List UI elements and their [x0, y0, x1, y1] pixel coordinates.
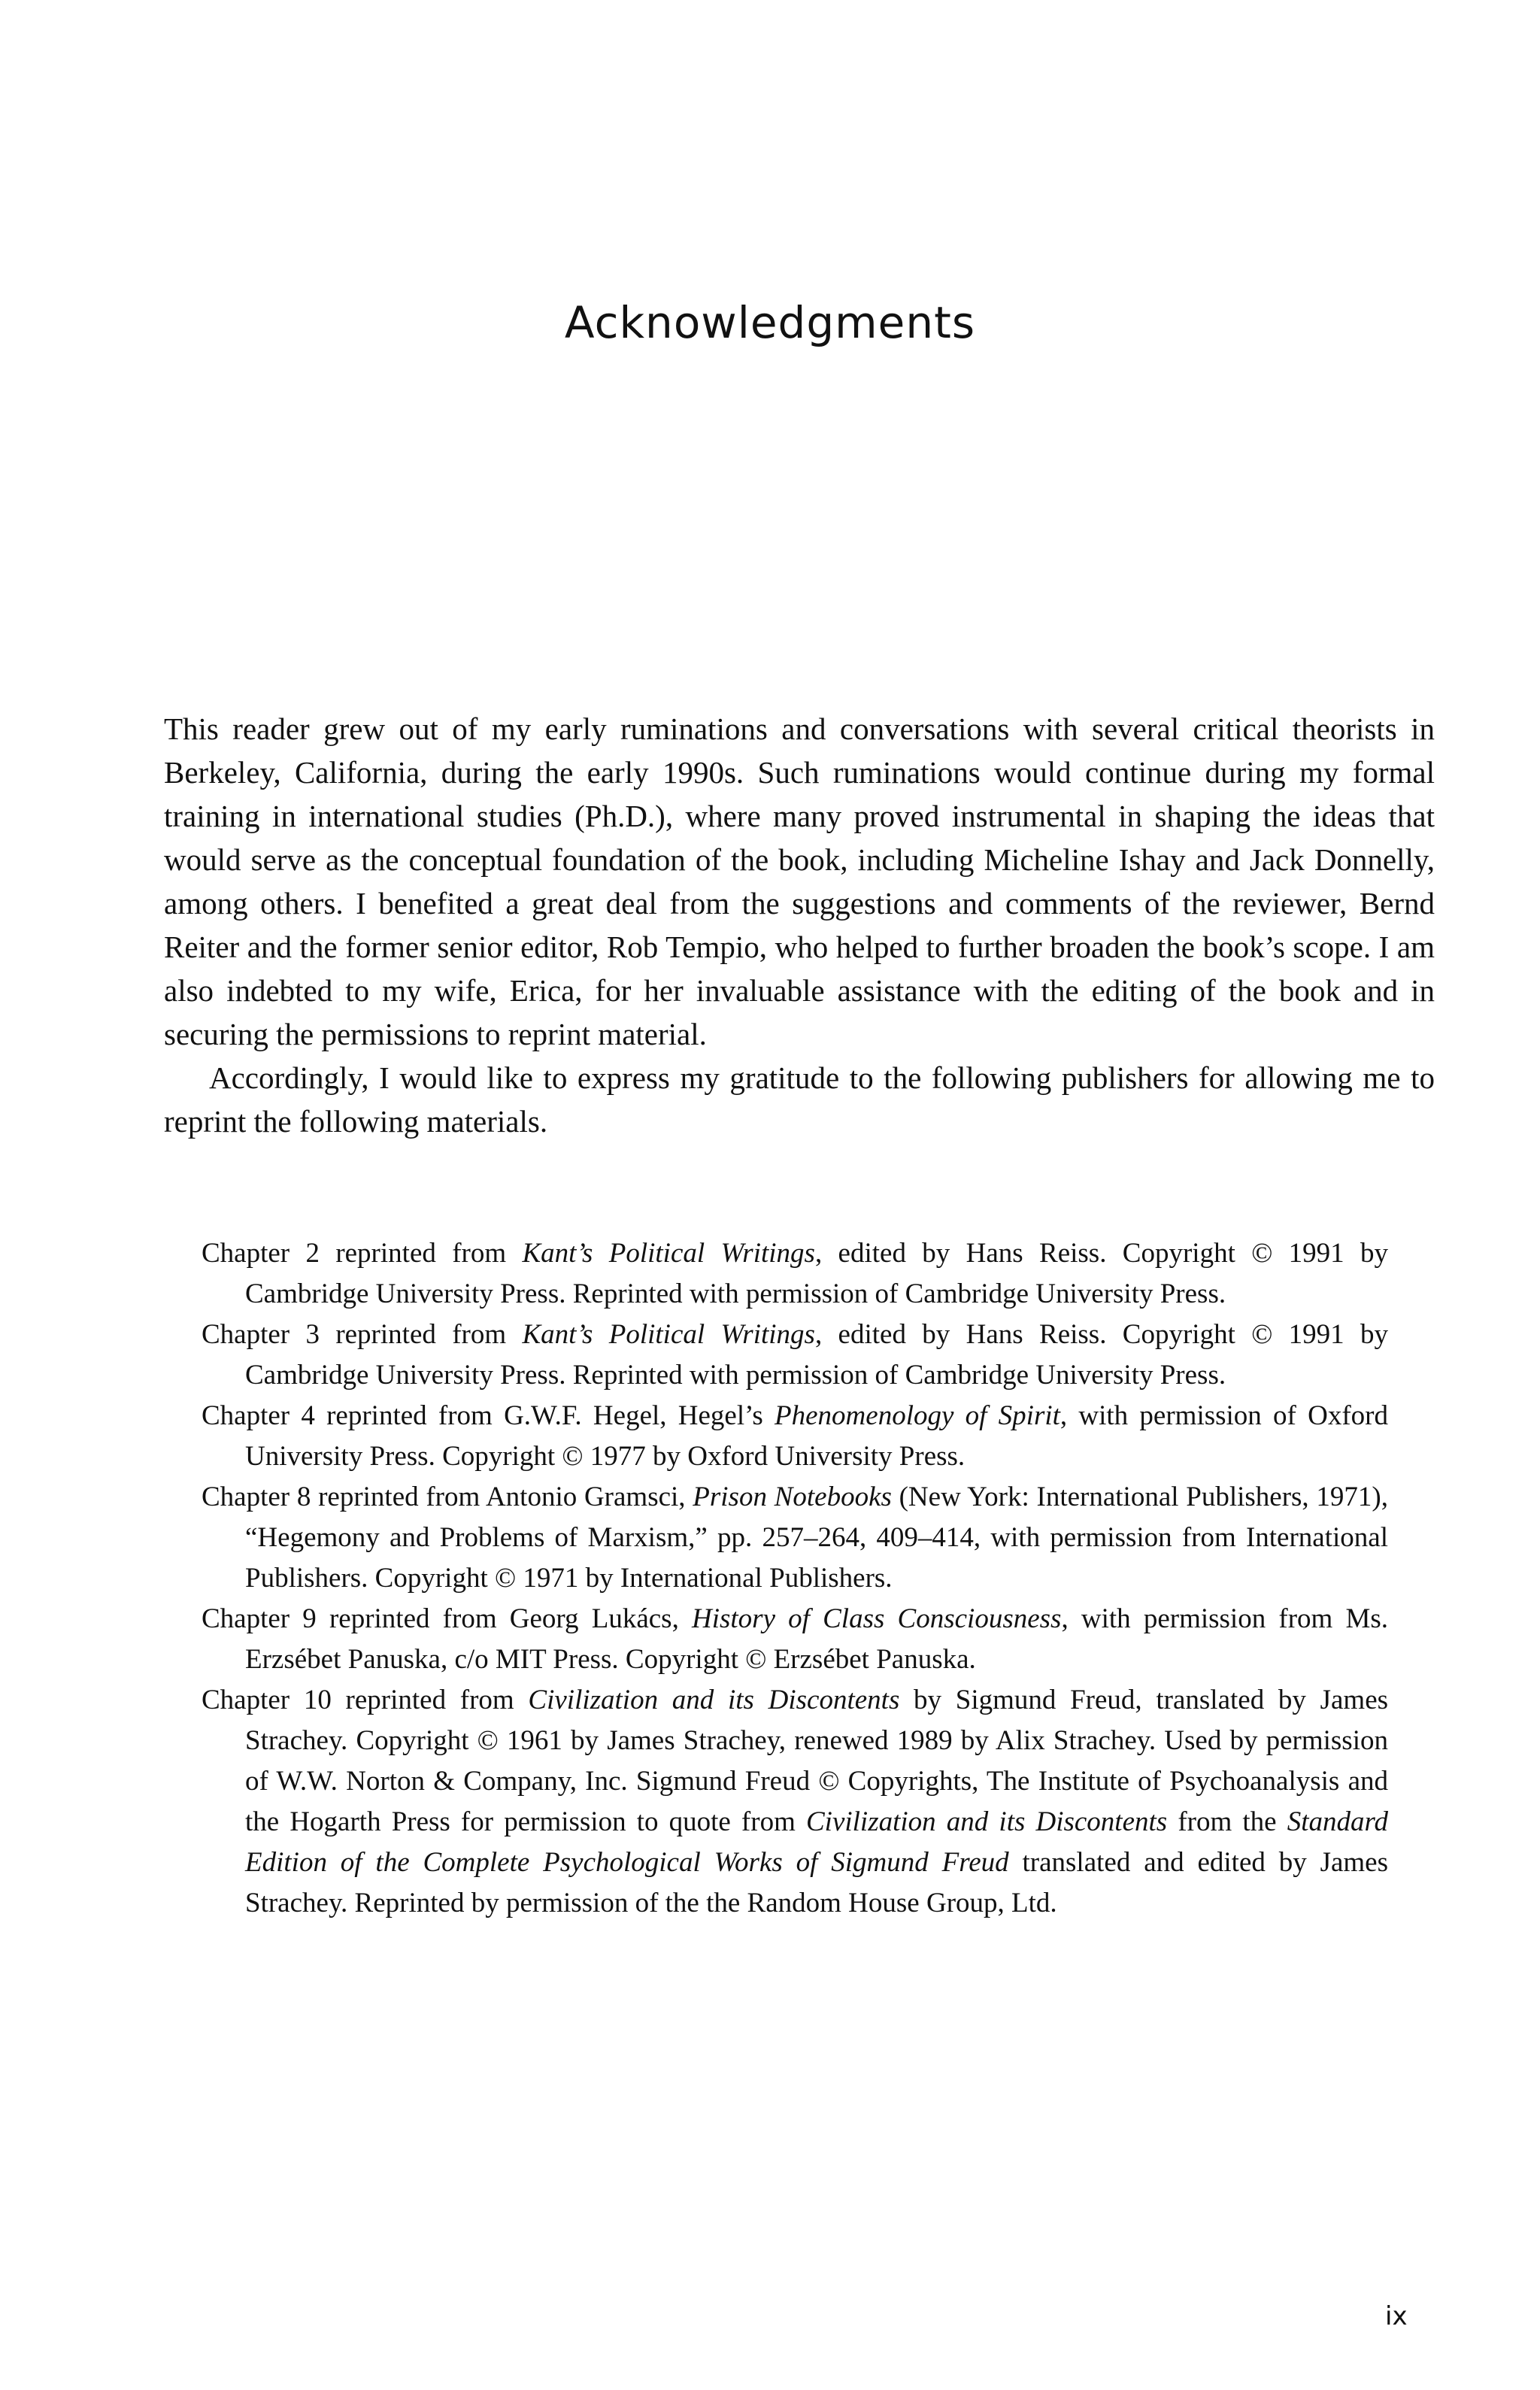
credit-chapter-8: [202, 1477, 1388, 1599]
work-title: Kant’s Political Writings: [522, 1238, 815, 1269]
permissions-list: [202, 1233, 1388, 1924]
paragraph-gratitude: Accordingly, I would like to express my gratitude to the following publishers for allowing me to reprint the following materials.: [164, 1060, 1435, 1139]
work-title: Civilization and its Discontents: [528, 1685, 900, 1715]
credit-chapter-4: [202, 1396, 1388, 1477]
work-title: Prison Notebooks: [693, 1482, 892, 1512]
credit-text: , with permission from Ms. Erzsébet Panuska, c/o MIT Press. Copyright © Erzsébet Panuska.: [245, 1603, 1389, 1675]
credit-text: Chapter 2 reprinted from: [202, 1238, 523, 1269]
work-title: History of Class Consciousness: [692, 1603, 1062, 1634]
work-title: Phenomenology of Spirit: [775, 1400, 1060, 1431]
credit-text: (New York: International Publishers, 1971), “Hegemony and Problems of Marxism,” pp. 257–264, 409–414, with permission from International Publishers. Copyright © 1971 by International Publishers.: [245, 1482, 1388, 1594]
work-title: Kant’s Political Writings: [522, 1319, 815, 1350]
credit-text: Chapter 10 reprinted from: [202, 1685, 529, 1715]
credit-text: , edited by Hans Reiss. Copyright © 1991 by Cambridge University Press. Reprinted with permission of Cambridge University Press.: [245, 1319, 1389, 1391]
credit-text: by Sigmund Freud, translated by James Strachey. Copyright © 1961 by James Strachey, renewed 1989 by Alix Strachey. Used by permission of W.W. Norton & Company, Inc. Sigmund Freud © Copyrights, The Institute of Psychoanalysis and the Hogarth Press for permission to quote from: [245, 1685, 1389, 1837]
page-title: Acknowledgments: [564, 297, 976, 348]
page-number: ix: [1385, 2301, 1408, 2331]
acknowledgments-body: [164, 707, 1435, 1143]
credit-text: Chapter 3 reprinted from: [202, 1319, 523, 1350]
credit-text: Chapter 8 reprinted from Antonio Gramsci,: [202, 1482, 693, 1512]
credit-text: , edited by Hans Reiss. Copyright © 1991 by Cambridge University Press. Reprinted with permission of Cambridge University Press.: [245, 1238, 1389, 1309]
credit-chapter-3: [202, 1315, 1388, 1396]
credit-text: translated and edited by James Strachey. Reprinted by permission of the the Random House Group, Ltd.: [245, 1847, 1389, 1918]
credit-text: Chapter 4 reprinted from G.W.F. Hegel, Hegel’s: [202, 1400, 775, 1431]
work-title: Standard Edition of the Complete Psychological Works of Sigmund Freud: [245, 1806, 1389, 1878]
credit-text: from the: [1167, 1806, 1287, 1837]
work-title: Civilization and its Discontents: [805, 1806, 1168, 1837]
paragraph-intro: This reader grew out of my early ruminations and conversations with several critical theorists in Berkeley, California, during the early 1990s. Such ruminations would continue during my formal training in international studies (Ph.D.), where many proved instrumental in shaping the ideas that would serve as the conceptual foundation of the book, including Micheline Ishay and Jack Donnelly, among others. I benefited a great deal from the suggestions and comments of the reviewer, Bernd Reiter and the former senior editor, Rob Tempio, who helped to further broaden the book’s scope. I am also indebted to my wife, Erica, for her invaluable assistance with the editing of the book and in securing the permissions to reprint material.: [164, 711, 1435, 1051]
credit-chapter-10: [202, 1680, 1388, 1924]
credit-text: Chapter 9 reprinted from Georg Lukács,: [202, 1603, 692, 1634]
credit-chapter-9: [202, 1599, 1388, 1680]
credit-text: , with permission of Oxford University Press. Copyright © 1977 by Oxford University Press.: [245, 1400, 1388, 1472]
credit-chapter-2: [202, 1233, 1388, 1315]
